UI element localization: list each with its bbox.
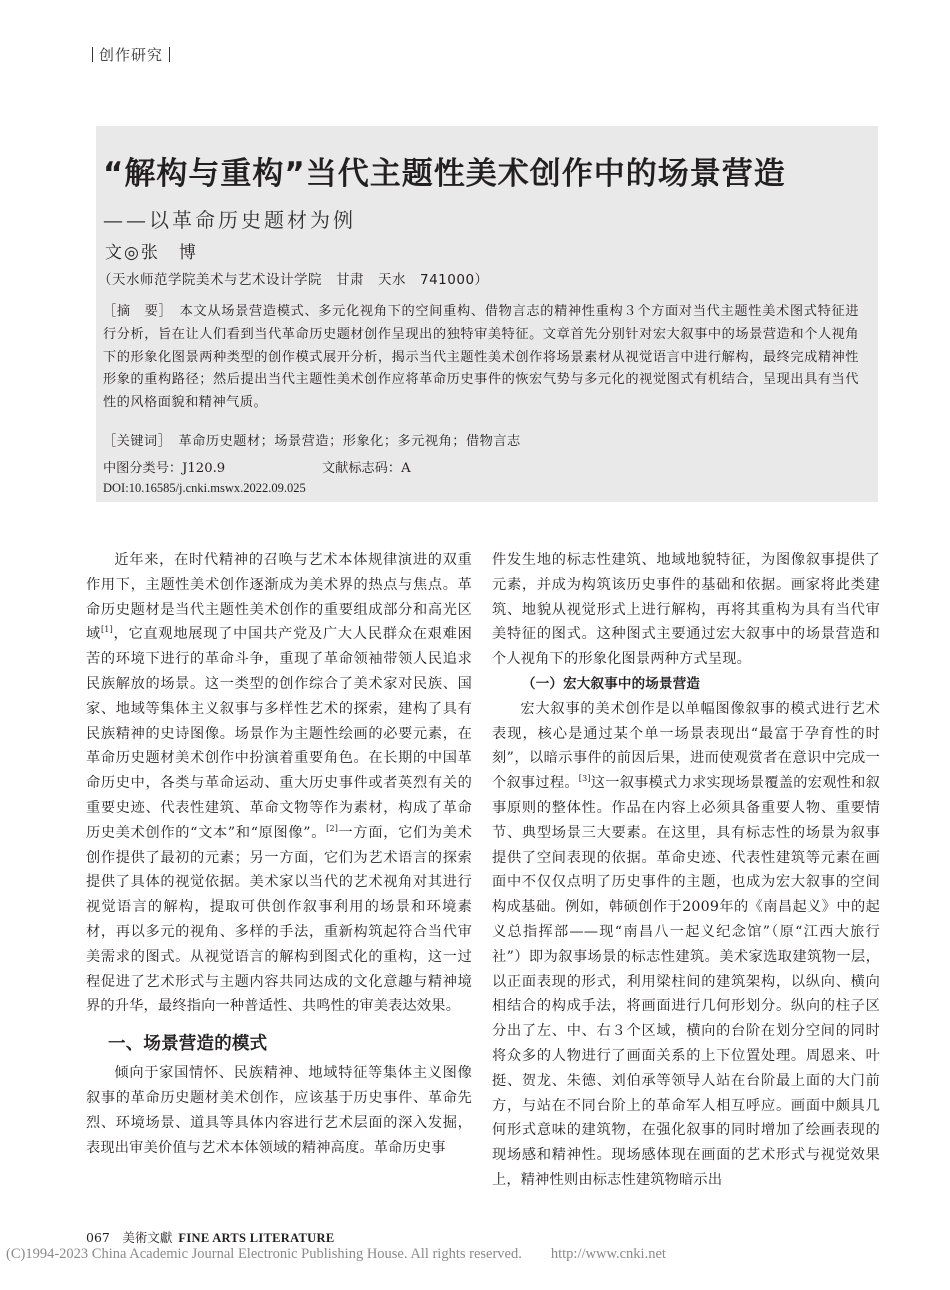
paragraph: 宏大叙事的美术创作是以单幅图像叙事的模式进行艺术表现，核心是通过某个单一场景表现出“最富于孕育性的时刻”，以暗示事件的前因后果，进而使观赏者在意识中完成一个叙事过程。[3]这一叙事模式力求实现场景覆盖的宏观性和叙事原则的整体性。作品在内容上必须具备重要人物、重要情节、典型场景三大要素。在这里，具有标志性的场景为叙事提供了空间表现的依据。革命史迹、代表性建筑等元素在画面中不仅仅点明了历史事件的主题，也成为宏大叙事的空间构成基础。例如，韩硕创作于2009年的《南昌起义》中的起义总指挥部——现“南昌八一起义纪念馆”（原“江西大旅行社”）即为叙事场景的标志性建筑。美术家选取建筑物一层，以正面表现的形式，利用梁柱间的建筑架构，以纵向、横向相结合的构成手法，将画面进行几何形划分。纵向的柱子区分出了左、中、右３个区域，横向的台阶在划分空间的同时将众多的人物进行了画面关系的上下位置处理。周恩来、叶挺、贺龙、朱德、刘伯承等领导人站在台阶最上面的大门前方，与站在不同台阶上的革命军人相互呼应。画面中颇具几何形式意味的建筑物，在强化叙事的同时增加了绘画表现的现场感和精神性。现场感体现在画面的艺术形式与视觉效果上，精神性则由标志性建筑物暗示出: [492, 700, 880, 1188]
page-number: 067: [86, 1230, 110, 1245]
abstract-label: ［摘 要］: [103, 304, 166, 319]
paragraph: 近年来，在时代精神的召唤与艺术本体规律演进的双重作用下，主题性美术创作逐渐成为美术界的热点与焦点。革命历史题材是当代主题性美术创作的重要组成部分和高光区域[1]，它直观地展现了中国共产党及广大人民群众在艰难困苦的环境下进行的革命斗争，重现了革命领袖带领人民追求民族解放的场景。这一类型的创作综合了美术家对民族、国家、地域等集体主义叙事与多样性艺术的探索，建构了具有民族精神的史诗图像。场景作为主题性绘画的必要元素，在革命历史题材美术创作中扮演着重要角色。在长期的中国革命历史中，各类与革命运动、重大历史事件或者英烈有关的重要史迹、代表性建筑、革命文物等作为素材，构成了革命历史美术创作的“文本”和“原图像”。[2]一方面，它们为美术创作提供了最初的元素；另一方面，它们为艺术语言的探索提供了具体的视觉依据。美术家以当代的艺术视角对其进行视觉语言的解构，提取可供创作叙事利用的场景和环境素材，再以多元的视角、多样的手法，重新构筑起符合当代审美需求的图式。从视觉语言的解构到图式化的重构，这一过程促进了艺术形式与主题内容共同达成的文化意趣与精神境界的升华，最终指向一种普适性、共鸣性的审美表达效果。: [86, 552, 472, 1015]
right-column: [492, 548, 880, 1193]
keywords-text: 革命历史题材；场景营造；形象化；多元视角；借物言志: [178, 434, 521, 449]
section-heading: 一、场景营造的模式: [108, 1034, 268, 1055]
doi: DOI:10.16585/j.cnki.mswx.2022.09.025: [103, 481, 306, 495]
running-head: 创作研究: [86, 44, 176, 65]
copyright-notice: (C)1994-2023 China Academic Journal Electronic Publishing House. All rights reserved. http://www.cnki.net: [6, 1246, 666, 1262]
left-column: [86, 548, 472, 1160]
citation-ref[interactable]: [1]: [100, 625, 113, 635]
keywords: [103, 430, 521, 449]
paragraph: 件发生地的标志性建筑、地域地貌特征，为图像叙事提供了元素，并成为构筑该历史事件的基础和依据。画家将此类建筑、地貌从视觉形式上进行解构，再将其重构为具有当代审美特征的图式。这种图式主要通过宏大叙事中的场景营造和个人视角下的形象化图景两种方式呈现。: [492, 552, 880, 668]
article-subtitle: ——以革命历史题材为例: [103, 208, 356, 232]
citation-ref[interactable]: [3]: [578, 774, 591, 784]
author-line: 文◎张 博: [105, 243, 198, 263]
article-title: “解构与重构”当代主题性美术创作中的场景营造: [103, 156, 786, 192]
clc-number: 中图分类号：J120.9: [103, 461, 226, 476]
affiliation: （天水师范学院美术与艺术设计学院 甘肃 天水 741000）: [98, 272, 489, 288]
keywords-label: ［关键词］: [103, 434, 165, 449]
abstract-text: 本文从场景营造模式、多元化视角下的空间重构、借物言志的精神性重构３个方面对当代主题性美术图式特征进行分析，旨在让人们看到当代革命历史题材创作呈现出的独特审美特征。文章首先分别针对宏大叙事中的场景营造和个人视角下的形象化图景两种类型的创作模式展开分析，揭示当代主题性美术创作将场景素材从视觉语言中进行解构，最终完成精神性形象的重构路径；然后提出当代主题性美术创作应将革命历史事件的恢宏气势与多元化的视觉图式有机结合，呈现出具有当代性的风格面貌和精神气质。: [103, 304, 860, 411]
journal-name-cn: 美術文獻: [122, 1230, 173, 1245]
paragraph: 倾向于家国情怀、民族精神、地域特征等集体主义图像叙事的革命历史题材美术创作，应该基于历史事件、革命先烈、环境场景、道具等具体内容进行艺术层面的深入发掘，表现出审美价值与艺术本体领域的精神高度。革命历史事: [86, 1065, 472, 1156]
subsection-heading: （一）宏大叙事中的场景营造: [522, 675, 701, 692]
citation-ref[interactable]: [2]: [326, 823, 339, 833]
journal-name-en: FINE ARTS LITERATURE: [178, 1231, 335, 1245]
abstract: [103, 301, 859, 415]
document-code: 文献标志码：A: [322, 461, 411, 476]
